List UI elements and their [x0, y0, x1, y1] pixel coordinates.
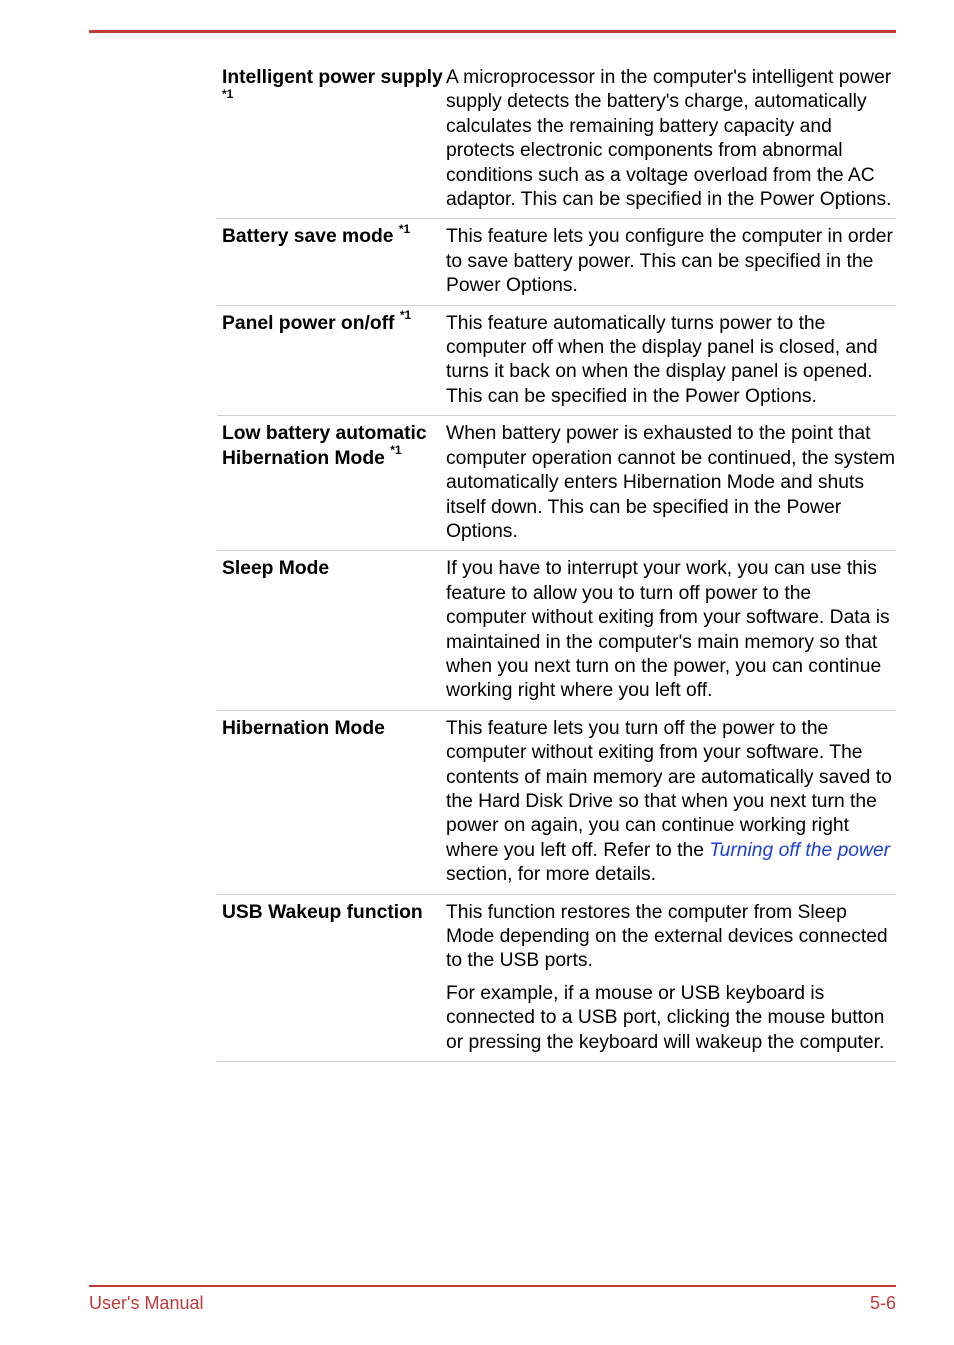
description-cell	[446, 717, 896, 888]
term-cell	[217, 66, 446, 212]
table-row	[217, 711, 896, 895]
description-text	[446, 717, 896, 888]
term-label: Sleep Mode	[222, 558, 330, 580]
term-cell	[217, 901, 446, 1055]
description-cell	[446, 901, 896, 1055]
description-text: This feature lets you configure the computer in order to save battery power. This can be specified in the Power Options.	[446, 226, 893, 297]
header-rule	[89, 30, 896, 33]
description-text: This function restores the computer from Sleep Mode depending on the external devices connected to the USB ports.	[446, 901, 888, 972]
table-row	[217, 60, 896, 219]
footnote-marker: *1	[399, 308, 412, 323]
description-cell	[446, 312, 896, 410]
term-label: USB Wakeup function	[222, 901, 423, 923]
footnote-marker: *1	[398, 222, 411, 237]
table-row	[217, 219, 896, 305]
term-label: Panel power on/off	[222, 312, 395, 334]
term-cell	[217, 557, 446, 703]
table-row	[217, 551, 896, 710]
term-cell	[217, 308, 446, 410]
term-cell	[217, 222, 446, 298]
turning-off-power-link[interactable]: Turning off the power	[709, 839, 891, 861]
table-row	[217, 416, 896, 551]
description-text: A microprocessor in the computer's intelligent power supply detects the battery's charge, automatically calculates the remaining battery capacity and protects electronic components from abnormal conditions such as a voltage overload from the AC adaptor. This can be specified in the Power Options.	[446, 67, 892, 211]
term-cell	[217, 717, 446, 888]
description-cell	[446, 557, 896, 703]
footer-page-number: 5-6	[869, 1293, 896, 1313]
term-cell	[217, 422, 446, 544]
description-text: When battery power is exhausted to the point that computer operation cannot be continued, the system automatically enters Hibernation Mode and shuts itself down. This can be specified in the Power Options.	[446, 423, 896, 542]
description-text: If you have to interrupt your work, you can use this feature to allow you to turn off power to the computer without exiting from your software. Data is maintained in the computer's main memory so that when you next turn on the power, you can continue working right where you left off.	[446, 558, 890, 702]
term-label: Battery save mode	[222, 226, 394, 248]
term-label: Low battery automatic Hibernation Mode	[222, 423, 427, 469]
description-cell	[446, 66, 896, 212]
footnote-marker: *1	[390, 443, 402, 458]
feature-table	[217, 60, 896, 1062]
description-text-part: section, for more details.	[446, 864, 657, 886]
description-text: This feature automatically turns power to the computer off when the display panel is closed, and turns it back on when the display panel is opened. This can be specified in the Power Options.	[446, 312, 878, 407]
description-text-part: This feature lets you turn off the power to the computer without exiting from your software. The contents of main memory are automatically saved to the Hard Disk Drive so that when you next turn the power on again, you can continue working right where you left off. Refer to the	[446, 717, 892, 861]
table-row	[217, 306, 896, 417]
table-row	[217, 895, 896, 1062]
term-label: Hibernation Mode	[222, 717, 385, 739]
description-cell	[446, 422, 896, 544]
description-cell	[446, 225, 896, 298]
footer-manual-title: User's Manual	[89, 1293, 204, 1313]
footer-rule	[89, 1285, 896, 1287]
description-text-example: For example, if a mouse or USB keyboard is connected to a USB port, clicking the mouse button or pressing the keyboard will wakeup the computer.	[446, 982, 885, 1053]
term-label: Intelligent power supply	[222, 67, 443, 88]
footnote-marker: *1	[222, 86, 234, 101]
